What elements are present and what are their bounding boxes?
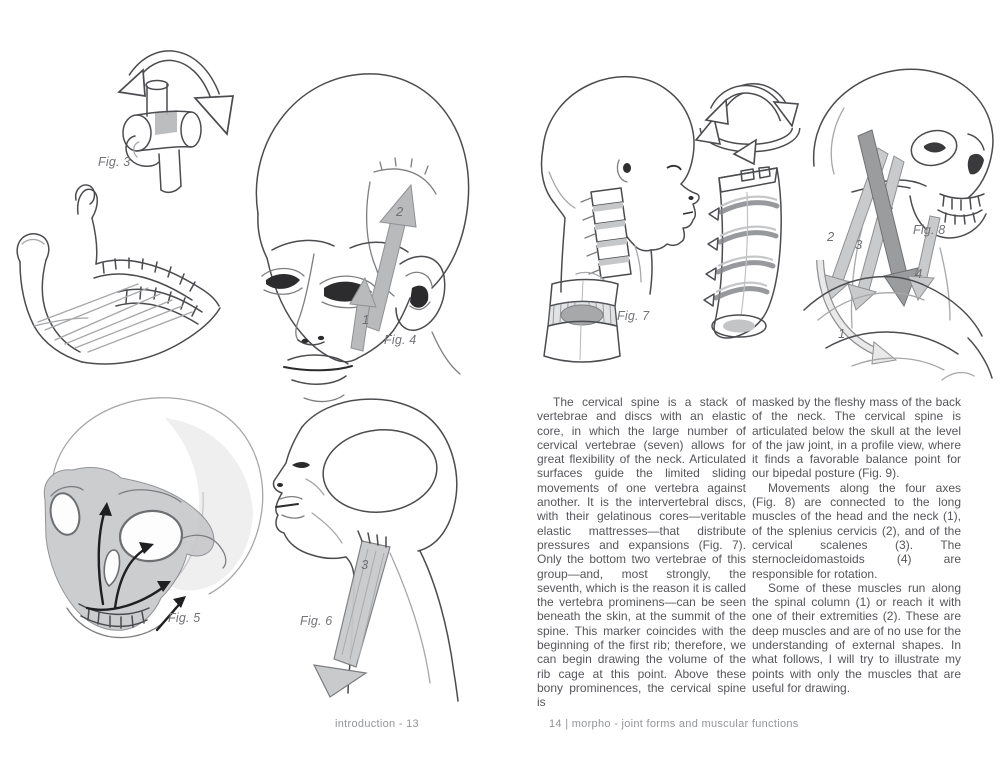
body-text-column-1: [537, 395, 746, 710]
paragraph: The cervical spine is a stack of vertebrae and discs with an elastic core, in which the large number of cervical vertebrae (seven) allows for great flexibility of the neck. Articulated surfaces guide the limited sliding movements of one vertebra against another. It is the intervertebral discs, with their gelatinous cores—veritable elastic mattresses—that distribute pressures and expansions (Fig. 7). Only the bottom two vertebrae of this group—and, most strongly, the seventh, which is the reason it is called the vertebra prominens—can be seen beneath the skin, at the summit of the spine. This marker coincides with the beginning of the first rib; therefore, we can begin drawing the volume of the rib cage at this point. Above these bony prominences, the cervical spine is: [537, 395, 746, 710]
right-page-footer: 14 | morpho - joint forms and muscular functions: [549, 718, 799, 730]
fig8-annotation-4: 4: [915, 266, 923, 281]
figure-4-label: Fig. 4: [384, 333, 417, 347]
skull-three-quarter-illustration: [15, 378, 270, 630]
head-profile-cervical-spine-illustration: [505, 52, 705, 297]
figure-7-label: Fig. 7: [617, 309, 650, 323]
figure-8-label: Fig. 8: [913, 223, 946, 237]
rotation-axes-illustration: [692, 58, 807, 173]
skull-neck-muscles-illustration: [792, 48, 1000, 398]
fig4-annotation-2: 2: [396, 204, 404, 219]
paragraph: masked by the fleshy mass of the back of the neck. The cervical spine is articulated below the skull at the level of the jaw joint, in a profile view, where it finds a favorable balance point for our bipedal posture (Fig. 9).: [752, 395, 961, 481]
fig4-annotation-1: 1: [362, 312, 370, 327]
head-profile-neck-muscle-illustration: [240, 383, 465, 708]
body-text-column-2: [752, 395, 961, 695]
mandible-illustration: [0, 172, 235, 377]
paragraph: Some of these muscles run along the spinal column (1) or reach it with one of their extremities (2). These are deep muscles and are of no use for the understanding of external shapes. In what follows, I will try to illustrate my points with only the muscles that are useful for drawing.: [752, 580, 961, 695]
figure-3-label: Fig. 3: [98, 155, 131, 169]
face-jaw-muscles-illustration: [224, 54, 476, 376]
fig8-annotation-2: 2: [827, 229, 835, 244]
fig6-annotation-3: 3: [361, 557, 369, 572]
left-page-footer: introduction - 13: [335, 718, 419, 730]
figure-6-label: Fig. 6: [300, 614, 333, 628]
cervical-spine-column-illustration: [683, 158, 803, 348]
fig8-annotation-1: 1: [838, 326, 846, 341]
figure-5-label: Fig. 5: [168, 611, 201, 625]
paragraph: Movements along the four axes (Fig. 8) are connected to the long muscles of the head and the neck (1), of the splenius cervicis (2), and of the cervical scalenes (3). The sternocleidomastoids (4) are responsible for rotation.: [752, 480, 961, 581]
fig8-annotation-3: 3: [855, 237, 863, 252]
